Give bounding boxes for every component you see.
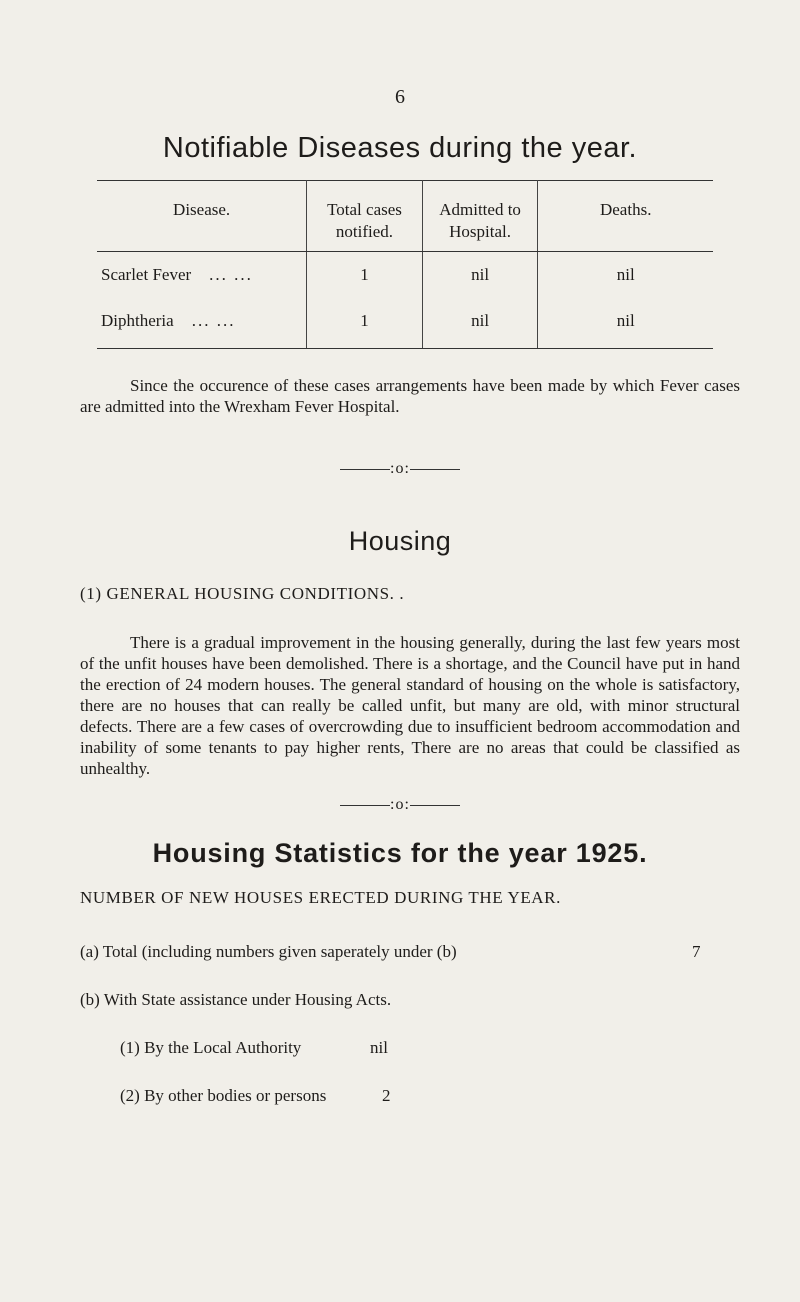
stat-value: 7 xyxy=(692,942,701,961)
dot-leader: ... ... xyxy=(209,265,253,284)
section-divider xyxy=(0,460,800,478)
table-header-row xyxy=(97,181,713,252)
stat-value: 2 xyxy=(382,1086,391,1105)
divider-line xyxy=(410,469,460,470)
disease-name: Scarlet Fever xyxy=(101,265,192,284)
cell-disease xyxy=(97,252,307,299)
header-hospital-line1: Admitted to xyxy=(439,200,521,219)
cell-disease xyxy=(97,298,307,349)
table-row xyxy=(97,252,713,299)
divider-mark: :o: xyxy=(390,460,410,477)
header-total-line2: notified. xyxy=(335,222,394,241)
header-hospital-line2: Hospital. xyxy=(449,222,512,241)
housing-conditions-paragraph: There is a gradual improvement in the housing generally, during the last few years most of the unfit houses have been demolished. There is a shortage, and the Council have put in hand the erection of 24 modern houses. The general standard of housing on the whole is satisfactory, there are no houses that can really be called unfit, but many are old, with minor structural defects. There are a few cases of overcrowding due to insufficient bedroom accommodation and inability of some tenants to pay higher rents, There are no areas that could be classified as unhealthy. xyxy=(80,633,740,778)
stat-item-state-assistance xyxy=(80,990,391,1010)
section-divider xyxy=(0,796,800,814)
page-number: 6 xyxy=(395,86,405,108)
hospital-note-paragraph: Since the occurence of these cases arrangements have been made by which Fever cases are admitted into the Wrexham Fever Hospital. xyxy=(80,376,740,416)
cell-deaths: nil xyxy=(538,298,713,349)
dot-leader: ... ... xyxy=(191,311,236,330)
divider-line xyxy=(410,805,460,806)
housing-statistics-title: Housing Statistics for the year 1925. xyxy=(152,838,648,868)
notifiable-diseases-title: Notifiable Diseases during the year. xyxy=(162,132,638,164)
cell-total: 1 xyxy=(307,298,423,349)
disease-name: Diphtheria xyxy=(101,311,174,330)
table-row xyxy=(97,298,713,349)
stat-item-local-authority xyxy=(120,1038,388,1058)
stat-label: (b) With State assistance under Housing Acts. xyxy=(80,990,392,1009)
cell-deaths: nil xyxy=(538,252,713,299)
divider-line xyxy=(340,805,390,806)
stat-value: nil xyxy=(370,1038,388,1057)
stat-label: (a) Total (including numbers given saperately under (b) xyxy=(80,942,457,961)
divider-mark: :o: xyxy=(390,796,410,813)
housing-title: Housing xyxy=(348,526,452,556)
cell-total: 1 xyxy=(307,252,423,299)
header-total-cases xyxy=(307,181,423,252)
notifiable-diseases-table xyxy=(97,180,713,349)
divider-line xyxy=(340,469,390,470)
header-admitted-hospital xyxy=(422,181,538,252)
stat-item-total xyxy=(80,942,701,962)
header-disease: Disease. xyxy=(97,181,307,252)
stat-label: (2) By other bodies or persons xyxy=(120,1086,327,1105)
new-houses-subheading: NUMBER OF NEW HOUSES ERECTED DURING THE YEAR. xyxy=(80,888,561,907)
general-housing-subheading: (1) GENERAL HOUSING CONDITIONS. . xyxy=(80,584,405,603)
stat-item-other-bodies xyxy=(120,1086,391,1106)
cell-hospital: nil xyxy=(422,298,538,349)
header-total-line1: Total cases xyxy=(327,200,402,219)
stat-label: (1) By the Local Authority xyxy=(120,1038,302,1057)
cell-hospital: nil xyxy=(422,252,538,299)
header-deaths: Deaths. xyxy=(538,181,713,252)
